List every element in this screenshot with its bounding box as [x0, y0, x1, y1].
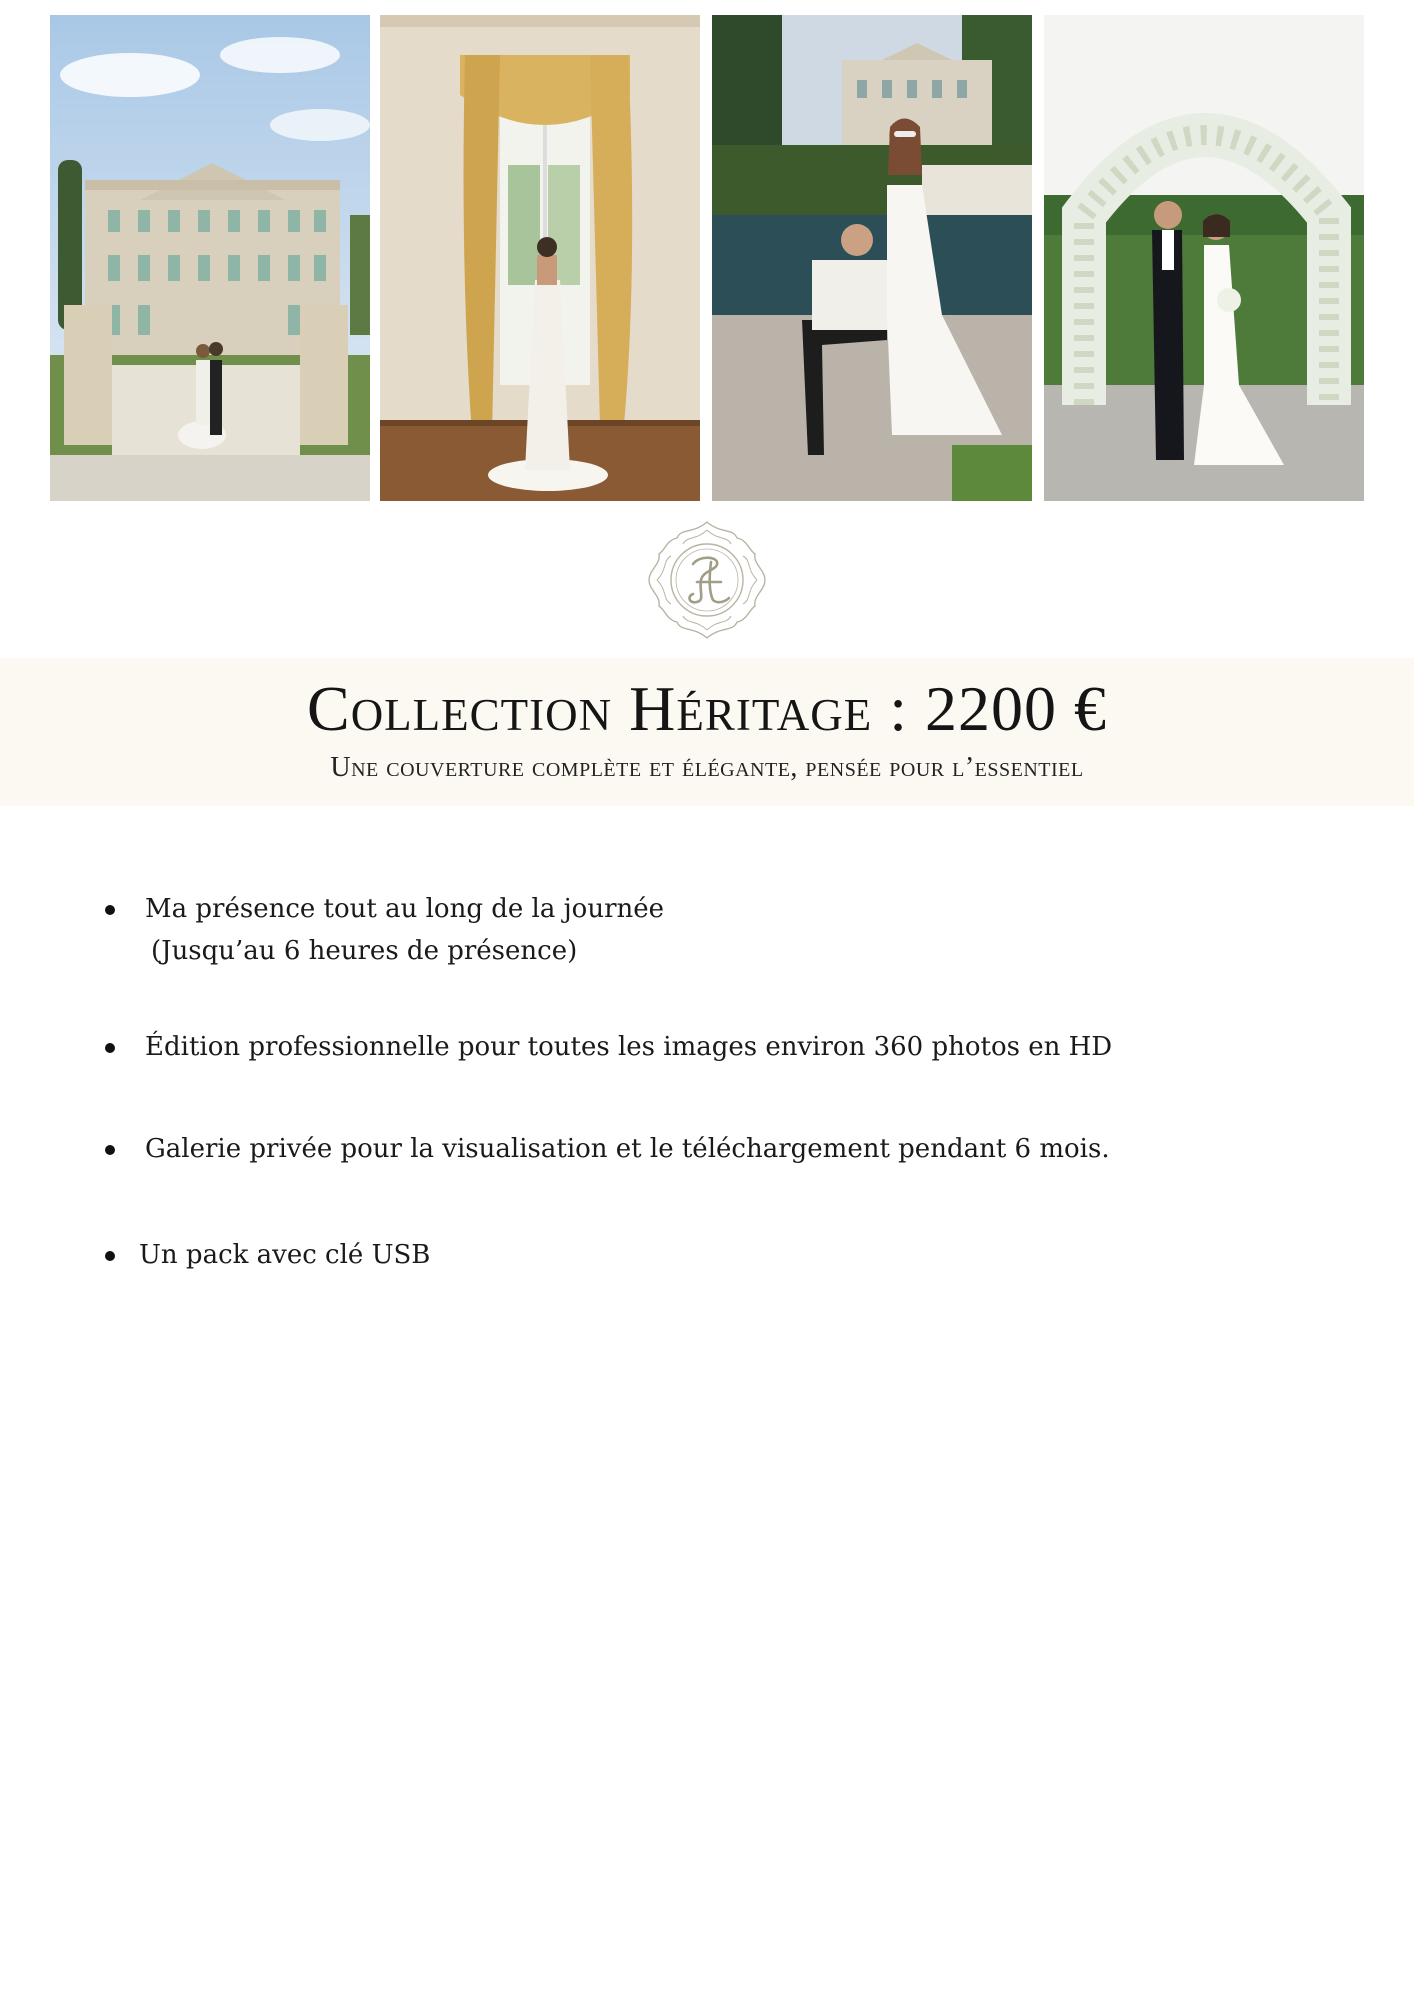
photo-strip	[50, 15, 1365, 501]
feature-text: Un pack avec clé USB	[139, 1240, 431, 1270]
feature-text: Galerie privée pour la visualisation et le téléchargement pendant 6 mois.	[145, 1134, 1110, 1164]
photo-bride-window	[380, 15, 700, 501]
feature-text: Édition professionnelle pour toutes les images environ 360 photos en HD	[145, 1032, 1113, 1062]
bullet-icon	[105, 1251, 115, 1261]
monogram-logo	[641, 514, 773, 646]
title-band	[0, 658, 1414, 806]
photo-floral-arch	[1044, 15, 1364, 501]
page-title: Collection Héritage : 2200 €	[307, 673, 1107, 744]
photo-couple-pool	[712, 15, 1032, 501]
bullet-icon	[105, 1145, 115, 1155]
bullet-icon	[105, 1043, 115, 1053]
feature-subtext: (Jusqu’au 6 heures de présence)	[151, 936, 578, 966]
page-subtitle: Une couverture complète et élégante, pensée pour l’essentiel	[330, 752, 1084, 783]
bullet-icon	[105, 905, 115, 915]
feature-text: Ma présence tout au long de la journée	[145, 894, 665, 924]
photo-chateau-couple	[50, 15, 370, 501]
